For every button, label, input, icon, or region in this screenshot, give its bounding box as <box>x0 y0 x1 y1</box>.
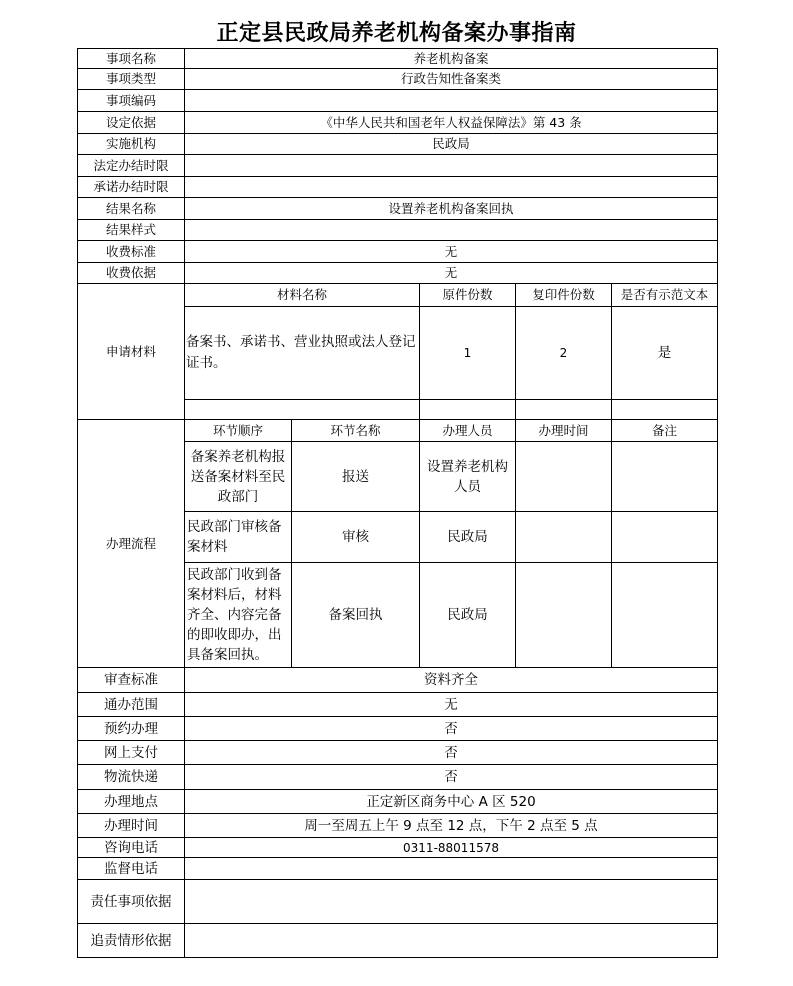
process-note <box>612 563 718 668</box>
table-row <box>78 263 718 284</box>
table-row <box>78 668 718 693</box>
row-value <box>185 155 718 177</box>
process-header-order: 环节顺序 <box>185 420 292 442</box>
process-header-row <box>78 420 718 442</box>
row-value: 0311-88011578 <box>185 838 718 858</box>
materials-header-sample: 是否有示范文本 <box>612 284 718 307</box>
table-row <box>78 693 718 717</box>
table-row <box>78 790 718 814</box>
row-label: 法定办结时限 <box>78 155 185 177</box>
row-value <box>185 880 718 924</box>
row-value: 行政告知性备案类 <box>185 69 718 90</box>
row-label: 收费依据 <box>78 263 185 284</box>
row-value: 资料齐全 <box>185 668 718 693</box>
row-value: 否 <box>185 741 718 765</box>
process-person: 民政局 <box>420 512 516 563</box>
process-step: 报送 <box>292 442 420 512</box>
row-value: 《中华人民共和国老年人权益保障法》第 43 条 <box>185 112 718 134</box>
process-note <box>612 442 718 512</box>
table-row <box>78 90 718 112</box>
material-name: 备案书、承诺书、营业执照或法人登记证书。 <box>185 307 420 400</box>
guide-table <box>77 48 718 958</box>
material-sample: 是 <box>612 307 718 400</box>
materials-header-original: 原件份数 <box>420 284 516 307</box>
table-row <box>78 69 718 90</box>
process-header-step: 环节名称 <box>292 420 420 442</box>
material-empty-cell <box>185 400 420 420</box>
table-row <box>78 177 718 198</box>
table-row <box>78 155 718 177</box>
table-row <box>78 741 718 765</box>
table-row <box>78 765 718 790</box>
row-label: 办理时间 <box>78 814 185 838</box>
process-person: 设置养老机构人员 <box>420 442 516 512</box>
row-label: 物流快递 <box>78 765 185 790</box>
row-label: 事项编码 <box>78 90 185 112</box>
row-label: 结果样式 <box>78 220 185 241</box>
row-label: 事项类型 <box>78 69 185 90</box>
materials-header-row <box>78 284 718 307</box>
row-label: 设定依据 <box>78 112 185 134</box>
material-empty-cell <box>516 400 612 420</box>
material-empty-cell <box>420 400 516 420</box>
table-row <box>78 880 718 924</box>
table-row <box>78 112 718 134</box>
row-value <box>185 858 718 880</box>
row-label: 网上支付 <box>78 741 185 765</box>
row-value: 否 <box>185 765 718 790</box>
table-row <box>78 134 718 155</box>
row-label: 追责情形依据 <box>78 924 185 958</box>
process-person: 民政局 <box>420 563 516 668</box>
row-value: 民政局 <box>185 134 718 155</box>
table-row <box>78 49 718 69</box>
table-row <box>78 858 718 880</box>
process-header-note: 备注 <box>612 420 718 442</box>
process-time <box>516 442 612 512</box>
row-value <box>185 177 718 198</box>
material-copy-count: 2 <box>516 307 612 400</box>
row-value: 无 <box>185 693 718 717</box>
row-label: 实施机构 <box>78 134 185 155</box>
row-value: 否 <box>185 717 718 741</box>
process-time <box>516 563 612 668</box>
process-order: 民政部门收到备案材料后，材料齐全、内容完备的即收即办，出具备案回执。 <box>185 563 292 668</box>
row-label: 结果名称 <box>78 198 185 220</box>
row-label: 审查标准 <box>78 668 185 693</box>
row-value: 养老机构备案 <box>185 49 718 69</box>
table-row <box>78 924 718 958</box>
table-row <box>78 814 718 838</box>
process-header-time: 办理时间 <box>516 420 612 442</box>
row-label: 通办范围 <box>78 693 185 717</box>
process-time <box>516 512 612 563</box>
row-label: 收费标准 <box>78 241 185 263</box>
row-value: 正定新区商务中心 A 区 520 <box>185 790 718 814</box>
row-label: 监督电话 <box>78 858 185 880</box>
table-row <box>78 198 718 220</box>
row-value <box>185 220 718 241</box>
row-value: 周一至周五上午 9 点至 12 点，下午 2 点至 5 点 <box>185 814 718 838</box>
row-value <box>185 924 718 958</box>
row-label: 承诺办结时限 <box>78 177 185 198</box>
row-value: 无 <box>185 263 718 284</box>
table-row <box>78 220 718 241</box>
row-label: 办理地点 <box>78 790 185 814</box>
page-title: 正定县民政局养老机构备案办事指南 <box>216 21 577 46</box>
table-row <box>78 717 718 741</box>
materials-header-copies: 复印件份数 <box>516 284 612 307</box>
row-value <box>185 90 718 112</box>
row-value: 设置养老机构备案回执 <box>185 198 718 220</box>
table-row <box>78 241 718 263</box>
process-note <box>612 512 718 563</box>
row-value: 无 <box>185 241 718 263</box>
process-step: 备案回执 <box>292 563 420 668</box>
material-empty-cell <box>612 400 718 420</box>
table-row <box>78 838 718 858</box>
process-order: 民政部门审核备案材料 <box>185 512 292 563</box>
process-step: 审核 <box>292 512 420 563</box>
process-header-person: 办理人员 <box>420 420 516 442</box>
row-label: 预约办理 <box>78 717 185 741</box>
row-label: 事项名称 <box>78 49 185 69</box>
row-label: 咨询电话 <box>78 838 185 858</box>
material-original-count: 1 <box>420 307 516 400</box>
process-order: 备案养老机构报送备案材料至民政部门 <box>185 442 292 512</box>
materials-header-name: 材料名称 <box>185 284 420 307</box>
process-label: 办理流程 <box>78 420 185 668</box>
row-label: 责任事项依据 <box>78 880 185 924</box>
materials-label: 申请材料 <box>78 284 185 420</box>
